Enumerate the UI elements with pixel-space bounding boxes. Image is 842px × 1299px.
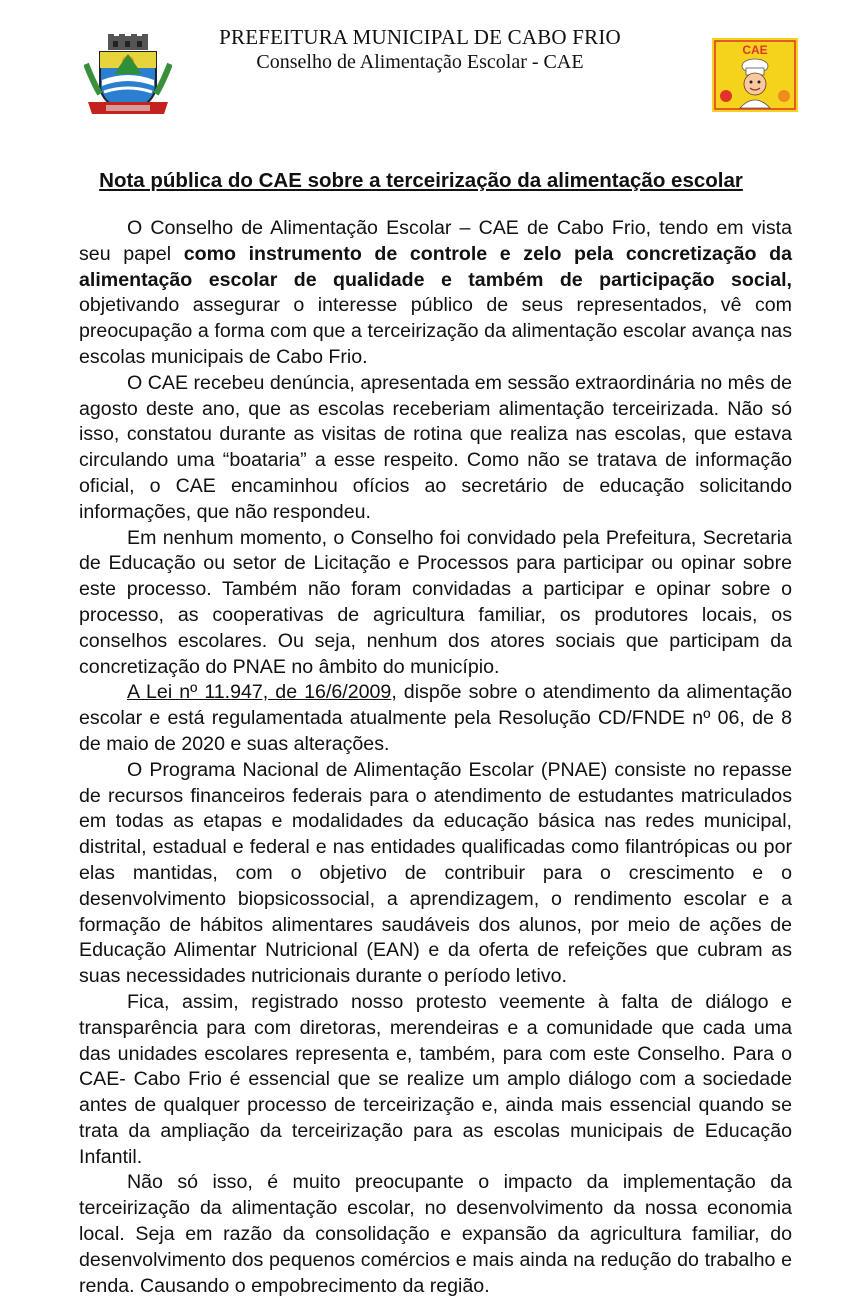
paragraph-1 [79, 216, 792, 371]
document-title: Nota pública do CAE sobre a terceirização da alimentação escolar [99, 169, 743, 192]
city-coat-of-arms-icon [84, 34, 172, 118]
paragraph-1-emphasis: como instrumento de controle e zelo pela concretização da alimentação escolar de qualidade e também de participação social, [79, 242, 792, 291]
cae-logo-text: CAE [742, 43, 768, 57]
paragraph-1-intro: O Conselho de Alimentação Escolar – CAE de Cabo Frio, tendo em vista seu papel [79, 217, 792, 265]
letterhead [0, 0, 842, 140]
law-reference-link[interactable]: A Lei nº 11.947, de 16/6/2009 [127, 681, 392, 704]
paragraph-5: O Programa Nacional de Alimentação Escolar (PNAE) consiste no repasse de recursos financeiros federais para o atendimento de estudantes matriculados em todas as etapas e modalidades da educação básica nas redes municipal, distrital, estadual e federal e nas entidades qualificadas como filantrópicas ou por elas mantidas, com o objetivo de contribuir para o crescimento e o desenvolvimento biopsicossocial, a aprendizagem, o rendimento escolar e a formação de hábitos alimentares saudáveis dos alunos, por meio de ações de Educação Alimentar Nutricional (EAN) e da oferta de refeições que cubram as suas necessidades nutricionais durante o período letivo. [79, 758, 792, 988]
document-body [79, 216, 792, 1299]
letterhead-text [200, 24, 640, 74]
paragraph-1-rest: objetivando assegurar o interesse público de seus representados, vê com preocupação a forma com que a terceirização da alimentação escolar avança nas escolas municipais de Cabo Frio. [79, 294, 792, 368]
paragraph-7: Não só isso, é muito preocupante o impacto da implementação da terceirização da alimentação escolar, no desenvolvimento da nossa economia local. Seja em razão da consolidação e expansão da agricultura familiar, do desenvolvimento dos pequenos comércios e mais ainda na redução do trabalho e renda. Causando o empobrecimento da região. [79, 1171, 792, 1297]
paragraph-4-rest: , dispõe sobre o atendimento da alimentação escolar e está regulamentada atualmente pela Resolução CD/FNDE nº 06, de 8 de maio de 2020 e suas alterações. [79, 681, 792, 755]
paragraph-3: Em nenhum momento, o Conselho foi convidado pela Prefeitura, Secretaria de Educação ou setor de Licitação e Processos para participar ou opinar sobre este processo. Também não foram convidadas a participar e opinar sobre o processo, as cooperativas de agricultura familiar, os produtores locais, os conselhos escolares. Ou seja, nenhum dos atores sociais que participam da concretização do PNAE no âmbito do município. [79, 526, 792, 678]
city-hall-name: PREFEITURA MUNICIPAL DE CABO FRIO [219, 25, 621, 49]
paragraph-6: Fica, assim, registrado nosso protesto veemente à falta de diálogo e transparência para com diretoras, merendeiras e a comunidade que cada uma das unidades escolares representa e, também, para com este Conselho. Para o CAE- Cabo Frio é essencial que se realize um amplo diálogo com a sociedade antes de qualquer processo de terceirização e, ainda mais essencial quando se trata da ampliação da terceirização para as escolas municipais de Educação Infantil. [79, 990, 792, 1168]
paragraph-2: O CAE recebeu denúncia, apresentada em sessão extraordinária no mês de agosto deste ano, que as escolas receberiam alimentação terceirizada. Não só isso, constatou durante as visitas de rotina que realiza nas escolas, que estava circulando uma “boataria” a esse respeito. Como não se tratava de informação oficial, o CAE encaminhou ofícios ao secretário de educação solicitando informações, que não respondeu. [79, 371, 792, 523]
cae-logo-icon [712, 38, 798, 112]
paragraph-4 [79, 680, 792, 757]
council-name: Conselho de Alimentação Escolar - CAE [256, 51, 584, 73]
